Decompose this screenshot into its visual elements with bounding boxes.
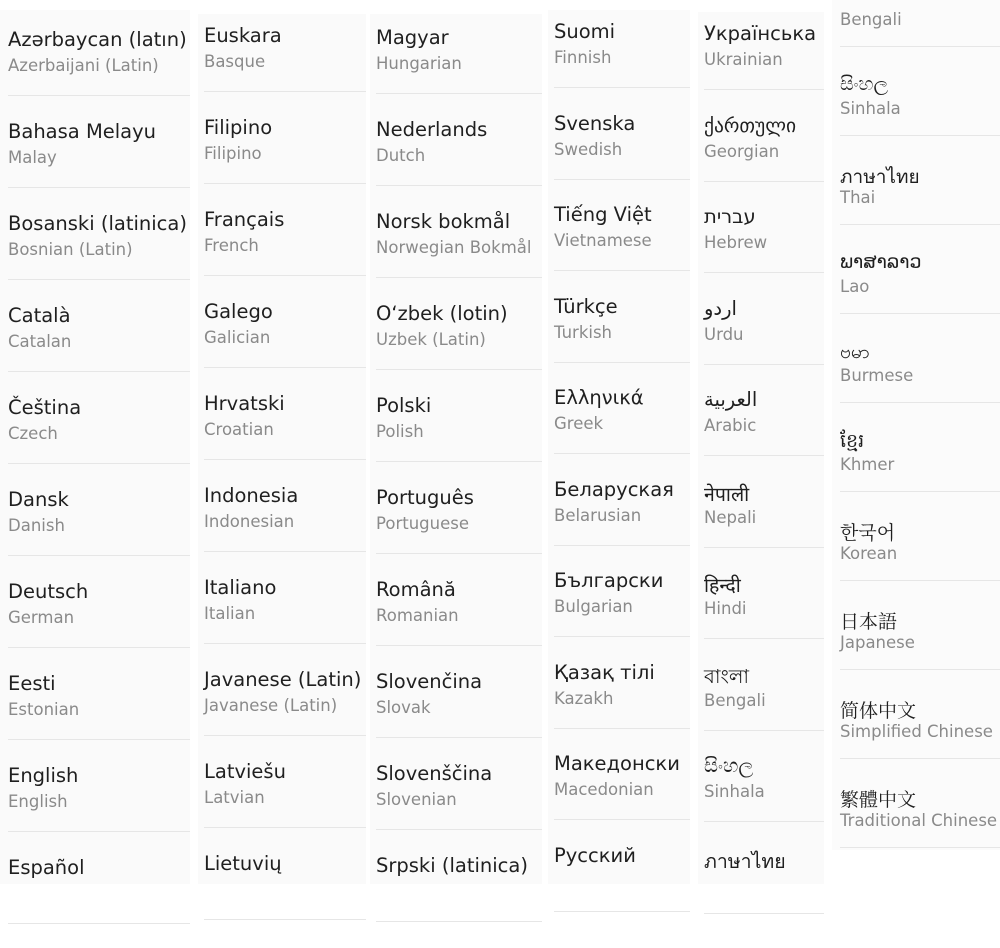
language-column-6 (832, 0, 1000, 850)
language-item[interactable] (0, 120, 190, 212)
list-divider (554, 87, 690, 88)
list-divider (840, 847, 1000, 848)
list-divider (204, 735, 366, 736)
language-native-name: Türkçe (554, 294, 618, 318)
language-item[interactable] (370, 210, 542, 302)
language-item[interactable] (0, 396, 190, 488)
list-divider (704, 364, 824, 365)
language-native-name: Català (8, 304, 71, 327)
list-divider (376, 185, 542, 186)
language-english-name: Khmer (840, 455, 895, 474)
language-english-name: Romanian (376, 606, 459, 625)
language-english-name: German (8, 608, 75, 627)
language-item[interactable] (832, 162, 1000, 254)
language-item[interactable] (198, 576, 366, 668)
list-divider (840, 669, 1000, 670)
list-divider (554, 545, 690, 546)
list-divider (204, 827, 366, 828)
language-english-name: Hungarian (376, 54, 462, 73)
list-divider (554, 819, 690, 820)
language-native-name: Svenska (554, 111, 636, 135)
language-english-name: Swedish (554, 139, 623, 159)
language-native-name: Tiếng Việt (554, 203, 652, 226)
language-english-name: Dutch (376, 146, 426, 165)
list-divider (204, 367, 366, 368)
language-item[interactable] (198, 392, 366, 484)
list-divider (376, 737, 542, 738)
language-english-name: Lao (840, 277, 870, 296)
list-divider (376, 645, 542, 646)
language-native-name: Slovenščina (376, 762, 493, 785)
language-english-name: Azerbaijani (Latin) (8, 56, 159, 75)
language-english-name: Greek (554, 414, 604, 433)
language-native-name: Dansk (8, 488, 69, 511)
list-divider (704, 638, 824, 639)
language-item[interactable] (698, 846, 824, 938)
language-native-name: Українська (704, 22, 817, 45)
language-native-name: Azərbaycan (latın) (8, 28, 187, 51)
language-native-name: Italiano (204, 576, 277, 599)
language-english-name: Belarusian (554, 505, 642, 525)
language-column-4 (548, 10, 690, 884)
language-english-name: Bulgarian (554, 597, 633, 616)
language-item[interactable] (198, 116, 366, 208)
language-english-name: Basque (204, 52, 266, 71)
language-native-name: ဗမာ (840, 341, 870, 363)
language-item[interactable] (698, 22, 824, 114)
list-divider (704, 89, 824, 90)
language-english-name: Traditional Chinese (840, 811, 998, 830)
list-divider (376, 829, 542, 830)
language-item[interactable] (370, 578, 542, 670)
list-divider (8, 831, 190, 832)
list-divider (840, 224, 1000, 225)
language-native-name: Македонски (554, 752, 680, 775)
list-divider (376, 93, 542, 94)
language-english-name: Bengali (704, 690, 766, 710)
language-item[interactable] (370, 486, 542, 578)
list-divider (704, 272, 824, 273)
list-divider (204, 459, 366, 460)
list-divider (554, 362, 690, 363)
language-english-name: Burmese (840, 366, 914, 385)
language-item[interactable] (198, 852, 366, 944)
list-divider (376, 553, 542, 554)
language-item[interactable] (0, 580, 190, 672)
language-column-5 (698, 12, 824, 884)
language-english-name: Filipino (204, 144, 262, 163)
language-item[interactable] (832, 251, 1000, 343)
language-item[interactable] (698, 480, 824, 572)
language-native-name: 한국어 (840, 522, 896, 544)
language-item[interactable] (198, 300, 366, 392)
language-item[interactable] (698, 663, 824, 755)
language-item[interactable] (198, 208, 366, 300)
language-item[interactable] (0, 856, 190, 948)
list-divider (554, 179, 690, 180)
language-native-name: Беларуская (554, 477, 674, 501)
language-native-name: 繁體中文 (840, 789, 917, 811)
language-native-name: Polski (376, 394, 432, 417)
language-item[interactable] (548, 752, 690, 844)
language-item[interactable] (370, 670, 542, 762)
language-item[interactable] (198, 484, 366, 576)
language-english-name: Uzbek (Latin) (376, 330, 486, 349)
language-item[interactable] (370, 854, 542, 946)
language-english-name: Bengali (840, 10, 902, 29)
list-divider (204, 183, 366, 184)
list-divider (204, 643, 366, 644)
language-item[interactable] (832, 73, 1000, 165)
list-divider (8, 371, 190, 372)
language-native-name: Čeština (8, 396, 82, 419)
language-english-name: Kazakh (554, 688, 614, 708)
language-native-name: Filipino (204, 116, 273, 139)
language-item[interactable] (698, 205, 824, 297)
list-divider (204, 91, 366, 92)
language-native-name: Suomi (554, 20, 616, 43)
list-divider (554, 270, 690, 271)
list-divider (8, 739, 190, 740)
language-native-name: 简体中文 (840, 700, 917, 722)
list-divider (376, 277, 542, 278)
language-english-name: Javanese (Latin) (204, 696, 338, 715)
language-item[interactable] (370, 118, 542, 210)
language-native-name: বাংলা (704, 664, 750, 688)
language-english-name: Turkish (554, 322, 613, 342)
language-native-name: ქართული (704, 113, 797, 137)
list-divider (704, 821, 824, 822)
list-divider (204, 551, 366, 552)
language-english-name: Catalan (8, 332, 72, 351)
language-item[interactable] (198, 760, 366, 852)
language-english-name: Hindi (704, 599, 747, 618)
language-english-name: Czech (8, 424, 58, 443)
language-item[interactable] (698, 571, 824, 663)
language-native-name: 日本語 (840, 611, 898, 633)
language-english-name: Arabic (704, 416, 757, 435)
language-item[interactable] (832, 0, 1000, 76)
language-item[interactable] (548, 478, 690, 570)
language-native-name: Lietuvių (204, 852, 282, 875)
list-divider (204, 919, 366, 920)
list-divider (554, 911, 690, 912)
language-item[interactable] (370, 762, 542, 854)
language-column-1 (0, 10, 190, 884)
language-english-name: Korean (840, 544, 898, 563)
language-english-name: Macedonian (554, 780, 654, 799)
language-english-name: Italian (204, 604, 256, 623)
language-native-name: नेपाली (704, 482, 750, 506)
list-divider (840, 313, 1000, 314)
list-divider (8, 555, 190, 556)
list-divider (8, 279, 190, 280)
list-divider (554, 453, 690, 454)
language-item[interactable] (832, 696, 1000, 788)
language-english-name: Thai (840, 188, 876, 207)
language-english-name: Ukrainian (704, 50, 783, 69)
language-english-name: Latvian (204, 788, 265, 807)
language-item[interactable] (832, 340, 1000, 432)
language-item[interactable] (198, 24, 366, 116)
language-english-name: Nepali (704, 507, 757, 527)
list-divider (704, 547, 824, 548)
list-divider (840, 135, 1000, 136)
language-item[interactable] (0, 764, 190, 856)
language-native-name: Deutsch (8, 580, 89, 603)
language-item[interactable] (548, 386, 690, 478)
list-divider (704, 913, 824, 914)
language-native-name: Latviešu (204, 760, 286, 783)
list-divider (840, 46, 1000, 47)
language-item[interactable] (698, 754, 824, 846)
language-english-name: Danish (8, 516, 65, 535)
language-native-name: Bosanski (latinica) (8, 212, 187, 235)
language-item[interactable] (548, 295, 690, 387)
list-divider (204, 275, 366, 276)
language-native-name: हिन्दी (704, 574, 741, 597)
language-item[interactable] (370, 26, 542, 118)
language-item[interactable] (698, 114, 824, 206)
language-english-name: Indonesian (204, 512, 295, 531)
language-item[interactable] (548, 661, 690, 753)
language-item[interactable] (548, 20, 690, 112)
language-native-name: Қазақ тілі (554, 660, 655, 684)
language-native-name: Español (8, 856, 85, 879)
language-native-name: Norsk bokmål (376, 210, 511, 233)
language-item[interactable] (548, 844, 690, 936)
language-item[interactable] (832, 518, 1000, 610)
language-item[interactable] (0, 488, 190, 580)
language-native-name: Srpski (latinica) (376, 854, 528, 877)
language-item[interactable] (370, 394, 542, 486)
language-item[interactable] (0, 28, 190, 120)
language-english-name: Galician (204, 328, 271, 347)
list-divider (554, 728, 690, 729)
list-divider (376, 921, 542, 922)
list-divider (704, 730, 824, 731)
language-item[interactable] (548, 203, 690, 295)
language-native-name: Galego (204, 300, 273, 323)
language-native-name: עברית (704, 205, 756, 228)
language-native-name: اردو (704, 296, 737, 320)
list-divider (704, 455, 824, 456)
language-item[interactable] (548, 569, 690, 661)
language-english-name: Urdu (704, 324, 744, 344)
language-native-name: Magyar (376, 26, 449, 49)
language-native-name: Hrvatski (204, 392, 285, 415)
list-divider (840, 491, 1000, 492)
language-native-name: Indonesia (204, 484, 299, 507)
language-english-name: Malay (8, 148, 57, 167)
language-native-name: Русский (554, 843, 636, 867)
language-native-name: Ελληνικά (554, 386, 644, 409)
language-english-name: Vietnamese (554, 231, 652, 250)
language-native-name: Slovenčina (376, 670, 483, 693)
language-item[interactable] (832, 785, 1000, 877)
list-divider (840, 758, 1000, 759)
language-item[interactable] (548, 112, 690, 204)
list-divider (8, 923, 190, 924)
language-english-name: English (8, 792, 68, 811)
language-native-name: Français (204, 208, 285, 231)
language-english-name: Hebrew (704, 233, 768, 252)
language-item[interactable] (0, 672, 190, 764)
list-divider (376, 461, 542, 462)
language-native-name: ខ្មែរ (840, 430, 865, 452)
language-english-name: Croatian (204, 420, 274, 439)
language-native-name: Português (376, 486, 474, 509)
language-native-name: ภาษาไทย (840, 166, 920, 188)
language-english-name: Japanese (840, 633, 915, 652)
list-divider (704, 181, 824, 182)
list-divider (554, 636, 690, 637)
language-english-name: Slovak (376, 698, 431, 717)
language-english-name: French (204, 236, 259, 255)
language-item[interactable] (832, 429, 1000, 521)
language-native-name: Euskara (204, 24, 282, 47)
list-divider (840, 580, 1000, 581)
language-item[interactable] (0, 212, 190, 304)
language-item[interactable] (698, 297, 824, 389)
list-divider (8, 647, 190, 648)
list-divider (8, 463, 190, 464)
language-native-name: Javanese (Latin) (204, 668, 362, 691)
language-column-3 (370, 14, 542, 884)
language-english-name: Slovenian (376, 790, 457, 809)
language-item[interactable] (198, 668, 366, 760)
language-english-name: Polish (376, 422, 424, 441)
language-item[interactable] (832, 607, 1000, 699)
language-english-name: Bosnian (Latin) (8, 240, 133, 259)
language-item[interactable] (370, 302, 542, 394)
language-native-name: Bahasa Melayu (8, 120, 157, 143)
language-item[interactable] (0, 304, 190, 396)
language-native-name: ພາສາລາວ (840, 251, 922, 273)
language-column-2 (198, 14, 366, 884)
list-divider (8, 95, 190, 96)
language-native-name: Български (554, 569, 664, 592)
language-english-name: Portuguese (376, 514, 469, 533)
language-english-name: Norwegian Bokmål (376, 238, 532, 257)
language-native-name: O‘zbek (lotin) (376, 302, 508, 325)
language-item[interactable] (698, 388, 824, 480)
language-native-name: ภาษาไทย (704, 849, 786, 873)
language-english-name: Sinhala (704, 782, 765, 801)
language-english-name: Sinhala (840, 99, 901, 118)
language-native-name: Eesti (8, 672, 56, 695)
language-native-name: Nederlands (376, 118, 488, 141)
language-english-name: Georgian (704, 141, 780, 161)
list-divider (840, 402, 1000, 403)
language-english-name: Estonian (8, 700, 80, 719)
list-divider (8, 187, 190, 188)
language-native-name: සිංහල (840, 73, 888, 95)
list-divider (376, 369, 542, 370)
language-native-name: English (8, 764, 79, 787)
language-native-name: العربية (704, 388, 758, 411)
language-native-name: සිංහල (704, 754, 754, 777)
language-english-name: Finnish (554, 48, 612, 67)
language-english-name: Simplified Chinese (840, 722, 993, 741)
language-native-name: Română (376, 578, 456, 601)
